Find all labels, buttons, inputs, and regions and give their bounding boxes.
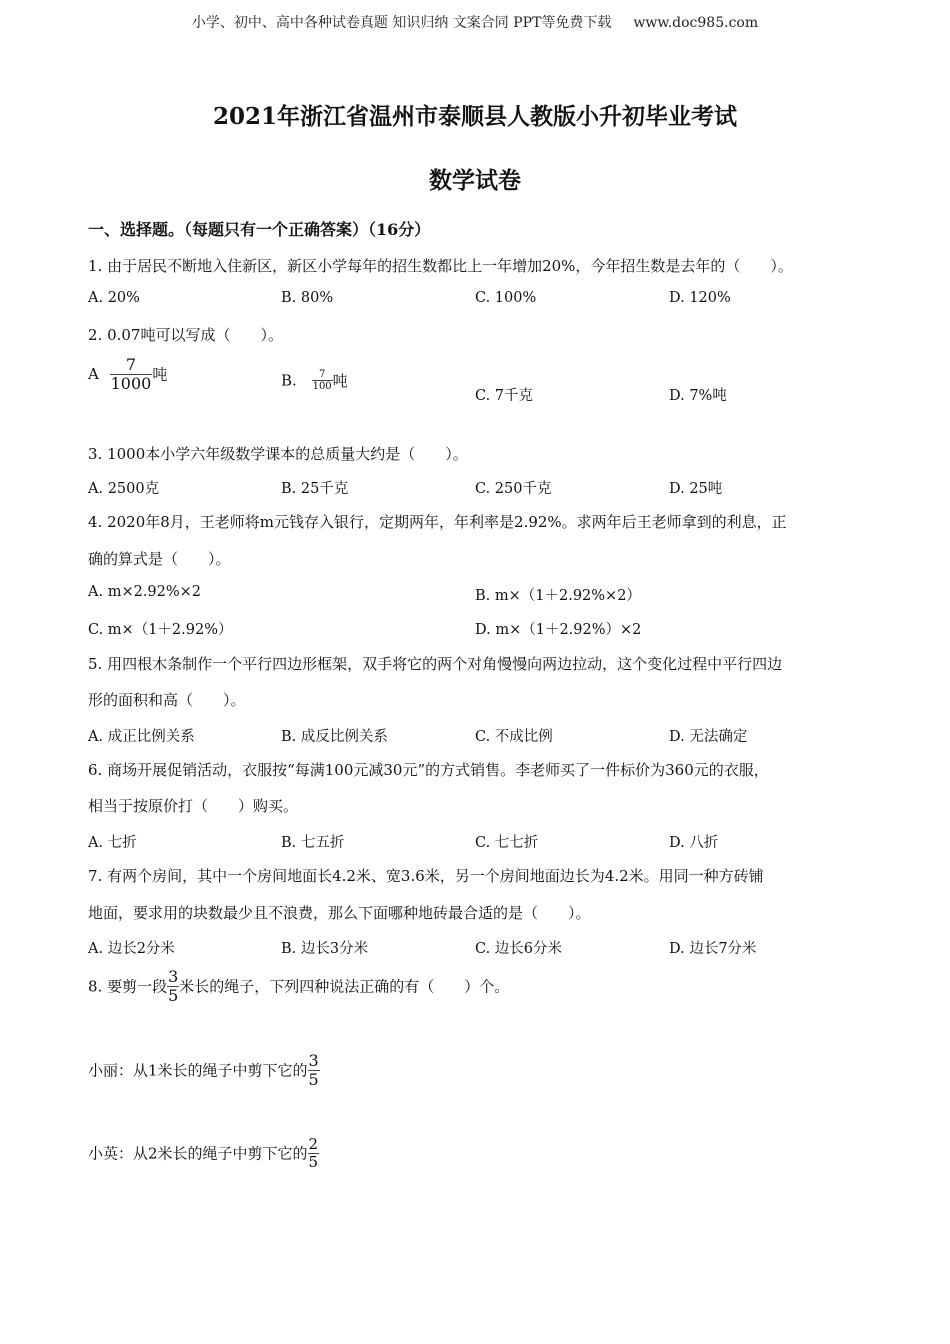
q2-option-b-fraction: $\frac{7}{100}$ <box>312 369 332 392</box>
q6-option-a[interactable]: A. 七折 <box>88 835 137 851</box>
statement-xiaoying: 小英：从2米长的绳子中剪下它的 $\frac{2}{5}$ <box>88 1135 319 1171</box>
q1-option-d[interactable]: D. 120% <box>669 290 731 306</box>
q8-length-fraction: $\frac{3}{5}$ <box>168 967 179 1005</box>
statement-xiaoli: 小丽：从1米长的绳子中剪下它的 $\frac{3}{5}$ <box>88 1051 319 1089</box>
q1-option-a[interactable]: A. 20% <box>88 290 140 306</box>
q5-option-a[interactable]: A. 成正比例关系 <box>88 729 195 745</box>
q4-option-d[interactable]: D. m×（1＋2.92%）×2 <box>475 622 642 638</box>
question-7-line-2: 地面，要求用的块数最少且不浪费，那么下面哪种地砖最合适的是（ ）。 <box>88 904 591 922</box>
question-8-text: 8. 要剪一段 $\frac{3}{5}$ 米长的绳子，下列四种说法正确的有（ ）个。 <box>88 967 510 1005</box>
page-header <box>0 12 950 32</box>
xiaoli-fraction: $\frac{3}{5}$ <box>308 1051 319 1089</box>
exam-subtitle: 数学试卷 <box>429 167 521 194</box>
q1-option-b[interactable]: B. 80% <box>281 290 334 306</box>
question-4-line-2: 确的算式是（ ）。 <box>88 550 231 568</box>
q7-option-b[interactable]: B. 边长3分米 <box>281 941 369 957</box>
q3-option-c[interactable]: C. 250千克 <box>475 481 552 497</box>
q6-option-c[interactable]: C. 七七折 <box>475 835 539 851</box>
q2-option-a-label: A <box>88 365 99 384</box>
q2-option-a[interactable]: A $\frac{7}{1000}$ 吨 <box>88 355 168 393</box>
q2-option-b[interactable]: B. $\frac{7}{100}$ 吨 <box>281 369 348 392</box>
question-4-line-1: 4. 2020年8月，王老师将m元钱存入银行，定期两年，年利率是2.92%。求两年后王老师拿到的利息，正 <box>88 513 787 531</box>
q6-option-b[interactable]: B. 七五折 <box>281 835 345 851</box>
question-6-line-2: 相当于按原价打（ ）购买。 <box>88 797 299 815</box>
q3-option-d[interactable]: D. 25吨 <box>669 481 723 497</box>
q2-option-c[interactable]: C. 7千克 <box>475 388 534 404</box>
q2-option-d[interactable]: D. 7%吨 <box>669 388 727 404</box>
question-3-text: 3. 1000本小学六年级数学课本的总质量大约是（ ）。 <box>88 445 468 463</box>
exam-title: 2021年浙江省温州市泰顺县人教版小升初毕业考试 <box>212 103 737 130</box>
q7-option-c[interactable]: C. 边长6分米 <box>475 941 563 957</box>
question-7-line-1: 7. 有两个房间，其中一个房间地面长4.2米、宽3.6米，另一个房间地面边长为4.2米。用同一种方砖铺 <box>88 867 764 885</box>
q4-option-b[interactable]: B. m×（1＋2.92%×2） <box>475 588 641 604</box>
header-title: 小学、初中、高中各种试卷真题 知识归纳 文案合同 PPT等免费下载 <box>191 15 612 31</box>
q4-option-a[interactable]: A. m×2.92%×2 <box>88 584 202 600</box>
header-website[interactable]: www.doc985.com <box>633 15 759 31</box>
q4-option-c[interactable]: C. m×（1＋2.92%） <box>88 622 233 638</box>
question-1-text: 1. 由于居民不断地入住新区，新区小学每年的招生数都比上一年增加20%，今年招生数是去年的（ ）。 <box>88 257 793 275</box>
q7-option-d[interactable]: D. 边长7分米 <box>669 941 757 957</box>
question-5-line-2: 形的面积和高（ ）。 <box>88 691 246 709</box>
q5-option-d[interactable]: D. 无法确定 <box>669 729 748 745</box>
q2-option-a-fraction: $\frac{7}{1000}$ <box>110 355 152 393</box>
q3-option-a[interactable]: A. 2500克 <box>88 481 160 497</box>
question-6-line-1: 6. 商场开展促销活动，衣服按“每满100元减30元”的方式销售。李老师买了一件标价为360元的衣服， <box>88 761 769 779</box>
q5-option-c[interactable]: C. 不成比例 <box>475 729 553 745</box>
xiaoying-fraction: $\frac{2}{5}$ <box>308 1135 319 1171</box>
question-5-line-1: 5. 用四根木条制作一个平行四边形框架，双手将它的两个对角慢慢向两边拉动，这个变化过程中平行四边 <box>88 655 783 673</box>
question-2-text: 2. 0.07吨可以写成（ ）。 <box>88 326 283 344</box>
q6-option-d[interactable]: D. 八折 <box>669 835 719 851</box>
section-heading: 一、选择题。（每题只有一个正确答案）（16分） <box>88 220 431 239</box>
q3-option-b[interactable]: B. 25千克 <box>281 481 349 497</box>
q7-option-a[interactable]: A. 边长2分米 <box>88 941 175 957</box>
q5-option-b[interactable]: B. 成反比例关系 <box>281 729 388 745</box>
q1-option-c[interactable]: C. 100% <box>475 290 537 306</box>
